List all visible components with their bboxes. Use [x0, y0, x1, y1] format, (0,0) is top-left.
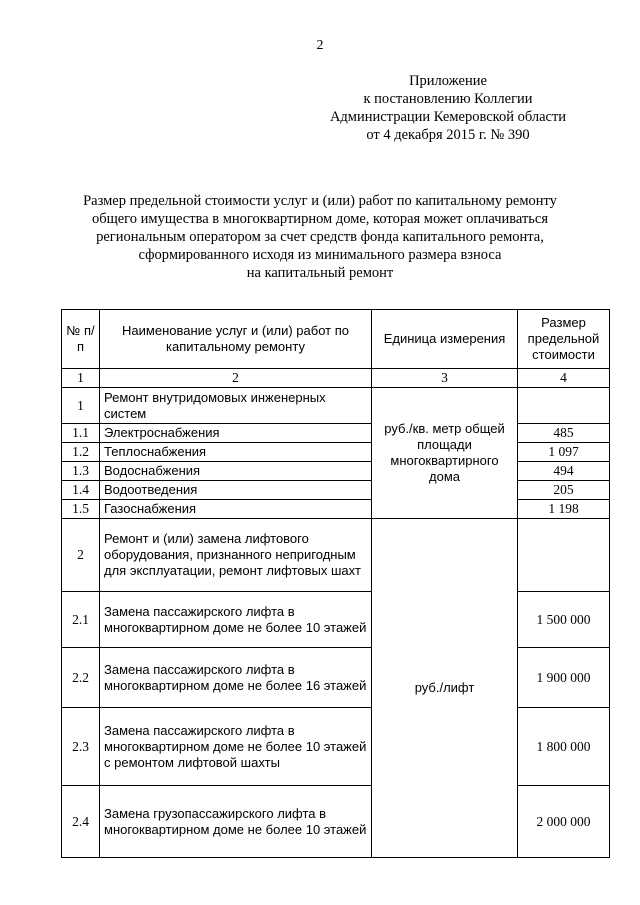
- row-cost: 2 000 000: [518, 786, 610, 858]
- row-num: 1.5: [62, 500, 100, 519]
- unit-lift: руб./лифт: [372, 519, 518, 858]
- col-number: 4: [518, 369, 610, 388]
- header-name: Наименование услуг и (или) работ по капитальному ремонту: [100, 310, 372, 369]
- header-row: [62, 310, 610, 369]
- title-line: региональным оператором за счет средств фонда капитального ремонта,: [96, 229, 544, 245]
- unit-sq-meter: руб./кв. метр общей площади многоквартирного дома: [372, 388, 518, 519]
- row-num: 2.3: [62, 708, 100, 786]
- row-name: Газоснабжения: [100, 500, 372, 519]
- appendix-line: к постановлению Коллегии: [363, 91, 533, 107]
- header-cost: Размер предельной стоимости: [518, 310, 610, 369]
- row-cost: 485: [518, 424, 610, 443]
- header-unit: Единица измерения: [372, 310, 518, 369]
- row-name: Замена пассажирского лифта в многоквартирном доме не более 10 этажей с ремонтом лифтовой шахты: [100, 708, 372, 786]
- row-cost: 1 500 000: [518, 592, 610, 648]
- row-num: 2: [62, 519, 100, 592]
- row-num: 1: [62, 388, 100, 424]
- table-row: [62, 500, 610, 519]
- table-row: [62, 388, 610, 424]
- table-row: [62, 462, 610, 481]
- row-cost: 205: [518, 481, 610, 500]
- table-row: [62, 786, 610, 858]
- row-name: Водоснабжения: [100, 462, 372, 481]
- table-row: [62, 648, 610, 708]
- cost-table: [61, 309, 610, 858]
- row-num: 1.1: [62, 424, 100, 443]
- row-num: 1.3: [62, 462, 100, 481]
- title-line: Размер предельной стоимости услуг и (или) работ по капитальному ремонту: [83, 193, 557, 209]
- header-num: № п/п: [62, 310, 100, 369]
- row-name: Замена грузопассажирского лифта в многоквартирном доме не более 10 этажей: [100, 786, 372, 858]
- row-cost: [518, 519, 610, 592]
- table-row: [62, 424, 610, 443]
- row-name: Замена пассажирского лифта в многоквартирном доме не более 10 этажей: [100, 592, 372, 648]
- row-name: Электроснабжения: [100, 424, 372, 443]
- row-num: 1.4: [62, 481, 100, 500]
- title-line: сформированного исходя из минимального размера взноса: [138, 247, 502, 263]
- document-title: [60, 192, 580, 282]
- row-name: Водоотведения: [100, 481, 372, 500]
- table-row: [62, 519, 610, 592]
- row-num: 2.1: [62, 592, 100, 648]
- row-cost: 1 198: [518, 500, 610, 519]
- row-cost: [518, 388, 610, 424]
- page-number: 2: [316, 38, 324, 53]
- row-name: Замена пассажирского лифта в многоквартирном доме не более 16 этажей: [100, 648, 372, 708]
- title-line: на капитальный ремонт: [246, 265, 394, 281]
- table-row: [62, 443, 610, 462]
- row-name: Ремонт внутридомовых инженерных систем: [100, 388, 372, 424]
- row-name: Ремонт и (или) замена лифтового оборудования, признанного непригодным для эксплуатации, ремонт лифтовых шахт: [100, 519, 372, 592]
- appendix-line: Администрации Кемеровской области: [329, 109, 567, 125]
- appendix-line: Приложение: [409, 73, 487, 89]
- appendix-line: от 4 декабря 2015 г. № 390: [366, 127, 530, 143]
- row-name: Теплоснабжения: [100, 443, 372, 462]
- appendix-header: [318, 72, 578, 144]
- row-num: 2.2: [62, 648, 100, 708]
- row-num: 1.2: [62, 443, 100, 462]
- row-num: 2.4: [62, 786, 100, 858]
- table-row: [62, 592, 610, 648]
- column-number-row: [62, 369, 610, 388]
- row-cost: 1 900 000: [518, 648, 610, 708]
- col-number: 1: [62, 369, 100, 388]
- row-cost: 494: [518, 462, 610, 481]
- title-line: общего имущества в многоквартирном доме, которая может оплачиваться: [91, 211, 549, 227]
- col-number: 2: [100, 369, 372, 388]
- row-cost: 1 097: [518, 443, 610, 462]
- row-cost: 1 800 000: [518, 708, 610, 786]
- table-row: [62, 481, 610, 500]
- table-row: [62, 708, 610, 786]
- col-number: 3: [372, 369, 518, 388]
